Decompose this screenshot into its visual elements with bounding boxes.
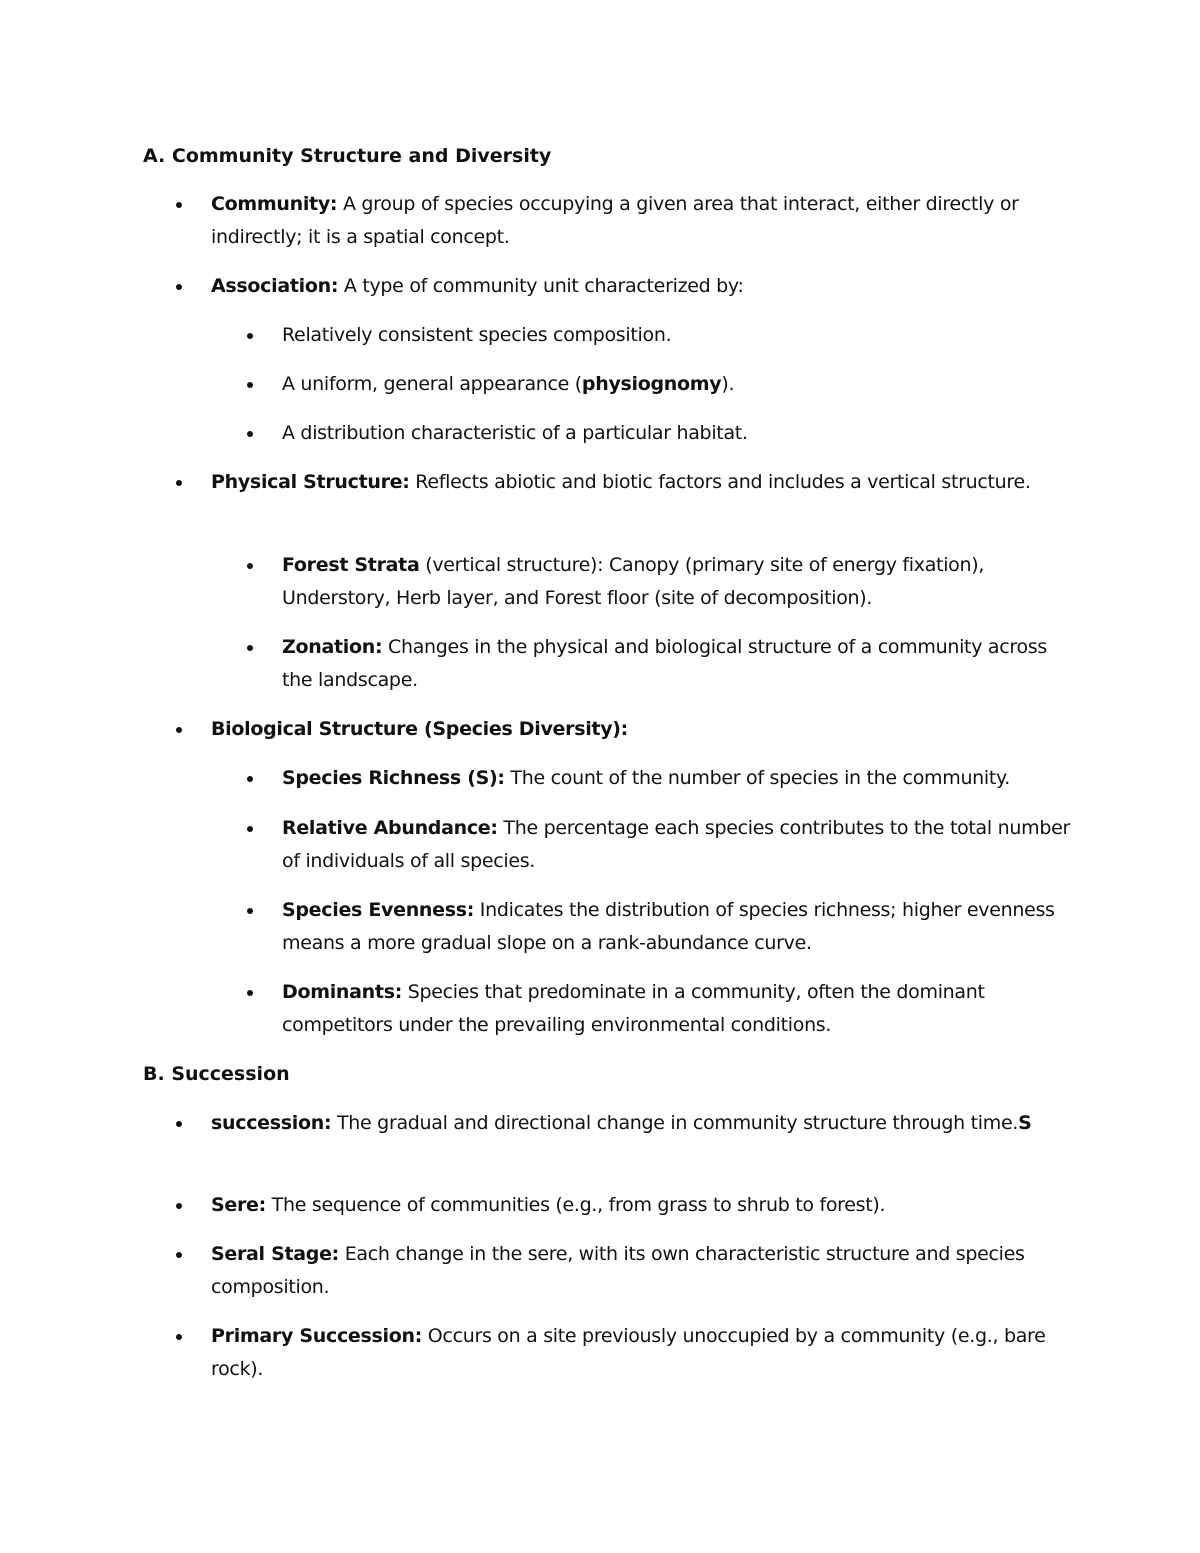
term-seral-stage: Seral Stage: (211, 1243, 339, 1265)
sub-item-consistent-composition (282, 319, 1072, 352)
definition-forest-strata: (vertical structure): Canopy (primary site of energy fixation), Understory, Herb layer, and Forest floor (site of decomposition). (282, 554, 985, 609)
term-primary-succession: Primary Succession: (211, 1325, 423, 1347)
list-item-primary-succession (211, 1320, 1071, 1386)
term-biological-structure: Biological Structure (Species Diversity): (211, 718, 628, 740)
list-item-association (211, 270, 1071, 303)
definition-relative-abundance: The percentage each species contributes to the total number of individuals of all species. (282, 817, 1070, 872)
term-physical-structure: Physical Structure: (211, 471, 410, 493)
term-forest-strata: Forest Strata (282, 554, 420, 576)
section-b-heading: B. Succession (143, 1063, 290, 1085)
sub-item-text: Relatively consistent species composition. (282, 324, 672, 346)
definition-seral-stage: Each change in the sere, with its own characteristic structure and species composition. (211, 1243, 1025, 1298)
succession-trailing-letter: S (1018, 1112, 1032, 1134)
list-item-biological-structure (211, 713, 1071, 746)
term-species-richness: Species Richness (S): (282, 767, 505, 789)
term-community: Community: (211, 193, 338, 215)
term-dominants: Dominants: (282, 981, 402, 1003)
sub-item-relative-abundance (282, 812, 1072, 878)
term-relative-abundance: Relative Abundance: (282, 817, 498, 839)
definition-zonation: Changes in the physical and biological structure of a community across the landscape. (282, 636, 1047, 691)
definition-succession: The gradual and directional change in community structure through time. (331, 1112, 1019, 1134)
definition-dominants: Species that predominate in a community, often the dominant competitors under the prevailing environmental conditions. (282, 981, 985, 1036)
term-sere: Sere: (211, 1194, 266, 1216)
sub-item-text-pre: A uniform, general appearance ( (282, 373, 582, 395)
definition-species-evenness: Indicates the distribution of species richness; higher evenness means a more gradual slope on a rank-abundance curve. (282, 899, 1055, 954)
definition-association: A type of community unit characterized by: (338, 275, 744, 297)
section-a-heading: A. Community Structure and Diversity (143, 145, 552, 167)
term-zonation: Zonation: (282, 636, 383, 658)
list-item-community (211, 188, 1071, 254)
sub-item-habitat-distribution (282, 417, 1072, 450)
sub-item-zonation (282, 631, 1072, 697)
sub-item-uniform-appearance (282, 368, 1072, 401)
sub-item-forest-strata (282, 549, 1072, 615)
list-item-sere (211, 1189, 1071, 1222)
definition-species-richness: The count of the number of species in the community. (504, 767, 1011, 789)
list-item-physical-structure (211, 466, 1071, 499)
sub-item-species-richness (282, 762, 1072, 795)
sub-item-text: A distribution characteristic of a particular habitat. (282, 422, 748, 444)
definition-physical-structure: Reflects abiotic and biotic factors and includes a vertical structure. (409, 471, 1031, 493)
definition-primary-succession: Occurs on a site previously unoccupied by a community (e.g., bare rock). (211, 1325, 1046, 1380)
list-item-succession (211, 1107, 1071, 1140)
list-item-seral-stage (211, 1238, 1071, 1304)
sub-item-text-post: ). (721, 373, 735, 395)
term-association: Association: (211, 275, 339, 297)
definition-community: A group of species occupying a given area that interact, either directly or indirectly; it is a spatial concept. (211, 193, 1019, 248)
term-species-evenness: Species Evenness: (282, 899, 475, 921)
term-succession: succession: (211, 1112, 332, 1134)
definition-sere: The sequence of communities (e.g., from grass to shrub to forest). (265, 1194, 886, 1216)
term-physiognomy: physiognomy (581, 373, 722, 395)
sub-item-dominants (282, 976, 1072, 1042)
sub-item-species-evenness (282, 894, 1072, 960)
